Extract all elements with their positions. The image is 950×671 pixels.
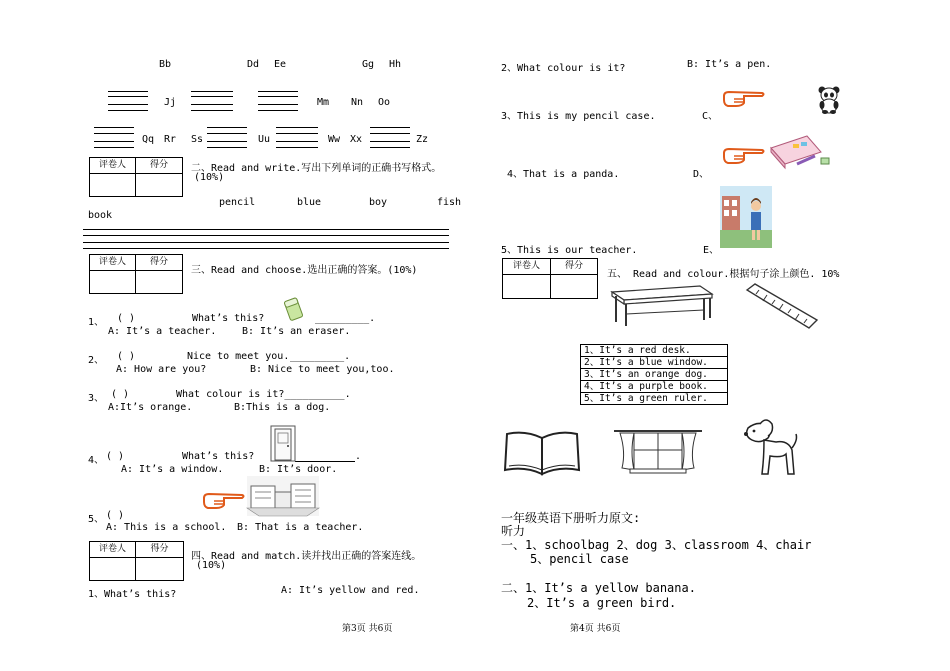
desk-icon	[606, 282, 716, 328]
question-number: 1、	[88, 317, 105, 328]
answer-paren: ( )	[106, 510, 125, 521]
match-question: 2、What colour is it?	[501, 63, 626, 74]
match-answer: A: It’s yellow and red.	[281, 585, 420, 596]
letter: Dd	[247, 59, 260, 70]
letter: Ww	[328, 134, 341, 145]
letter: Gg	[362, 59, 375, 70]
answer-paren: ( )	[111, 389, 130, 400]
colour-row: 3、It’s an orange dog.	[581, 369, 728, 381]
answer-blank: _________.	[315, 313, 376, 324]
word: blue	[297, 197, 322, 208]
page-footer: 第4页 共6页	[570, 624, 621, 634]
question-number: 3、	[88, 393, 105, 404]
listening-line: 2、It’s a green bird.	[527, 596, 677, 610]
answer-paren: ( )	[117, 313, 136, 324]
answer-blank: _________.	[290, 351, 351, 362]
letter: Bb	[159, 59, 172, 70]
option-a: A: It’s a teacher.	[108, 326, 217, 337]
window-icon	[612, 428, 704, 484]
listening-line: 一、1、schoolbag 2、dog 3、classroom 4、chair	[501, 538, 812, 552]
section-title: 五、 Read and colour.根据句子涂上颜色. 10%	[607, 269, 840, 280]
letter: Hh	[389, 59, 402, 70]
colour-row: 4、It’s a purple book.	[581, 381, 728, 393]
option-a: A:It’s orange.	[108, 402, 193, 413]
match-question: 3、This is my pencil case.	[501, 111, 656, 122]
match-answer: C、	[702, 111, 719, 122]
letter: Qq	[142, 134, 155, 145]
listening-line: 5、pencil case	[530, 552, 629, 566]
section-title: 四、Read and match.读并找出正确的答案连线。	[191, 551, 422, 562]
option-b: B: That is a teacher.	[237, 522, 364, 533]
colour-row: 2、It’s a blue window.	[581, 357, 728, 369]
letter: Uu	[258, 134, 271, 145]
letter: Ee	[274, 59, 287, 70]
colour-row: 1、It’s a red desk.	[581, 345, 728, 357]
letter: Mm	[317, 97, 330, 108]
option-a: A: It’s a window.	[121, 464, 224, 475]
match-question: 4、That is a panda.	[507, 169, 620, 180]
letter: Oo	[378, 97, 391, 108]
answer-paren: ( )	[106, 451, 125, 462]
listening-heading: 一年级英语下册听力原文:	[501, 511, 641, 525]
teacher-picture-icon	[720, 186, 772, 248]
section-title: 三、Read and choose.选出正确的答案。(10%)	[191, 265, 418, 276]
letter: Zz	[416, 134, 429, 145]
ruler-icon	[739, 284, 819, 334]
answer-underline	[295, 461, 355, 462]
option-a: A: This is a school.	[106, 522, 227, 533]
letter: Rr	[164, 134, 177, 145]
option-a: A: How are you?	[116, 364, 207, 375]
answer-blank: .	[355, 451, 362, 462]
section-percent: (10%)	[196, 560, 227, 571]
word: boy	[369, 197, 388, 208]
listening-line: 二、1、It’s a yellow banana.	[501, 581, 696, 595]
school-building-icon	[247, 476, 319, 516]
page-footer: 第3页 共6页	[342, 624, 393, 634]
question-text: What’s this?	[192, 313, 265, 324]
question-text: What’s this?	[182, 451, 255, 462]
question-number: 5、	[88, 514, 105, 525]
eraser-icon	[284, 296, 306, 322]
letter: Nn	[351, 97, 364, 108]
dog-icon	[738, 418, 800, 484]
pointing-hand-icon	[202, 490, 246, 510]
match-question: 1、What’s this?	[88, 589, 177, 600]
match-answer: B: It’s a pen.	[687, 59, 772, 70]
pointing-hand-icon	[722, 145, 766, 165]
colour-row: 5、It’s a green ruler.	[581, 393, 728, 405]
word: pencil	[219, 197, 256, 208]
word: book	[88, 210, 113, 221]
answer-paren: ( )	[117, 351, 136, 362]
pencil-case-icon	[767, 130, 833, 174]
option-b: B: It’s an eraser.	[242, 326, 351, 337]
question-text: Nice to meet you.	[187, 351, 290, 362]
option-b: B:This is a dog.	[234, 402, 331, 413]
section-title: 二、Read and write.写出下列单词的正确书写格式。	[191, 163, 442, 174]
colour-table	[580, 344, 728, 405]
section-percent: (10%)	[194, 172, 225, 183]
question-text: What colour is it?__________.	[176, 389, 351, 400]
option-b: B: Nice to meet you,too.	[250, 364, 395, 375]
match-question: 5、This is our teacher.	[501, 245, 638, 256]
question-number: 2、	[88, 355, 105, 366]
listening-sub: 听力	[501, 524, 526, 538]
letter: Ss	[191, 134, 204, 145]
letter: Jj	[164, 97, 177, 108]
match-answer: E、	[703, 245, 720, 256]
match-answer: D、	[693, 169, 710, 180]
panda-icon	[817, 84, 841, 114]
door-icon	[270, 425, 296, 462]
letter: Xx	[350, 134, 363, 145]
word: fish	[437, 197, 462, 208]
pointing-hand-icon	[722, 88, 766, 108]
option-b: B: It’s door.	[259, 464, 338, 475]
question-number: 4、	[88, 455, 105, 466]
book-icon	[503, 430, 581, 476]
